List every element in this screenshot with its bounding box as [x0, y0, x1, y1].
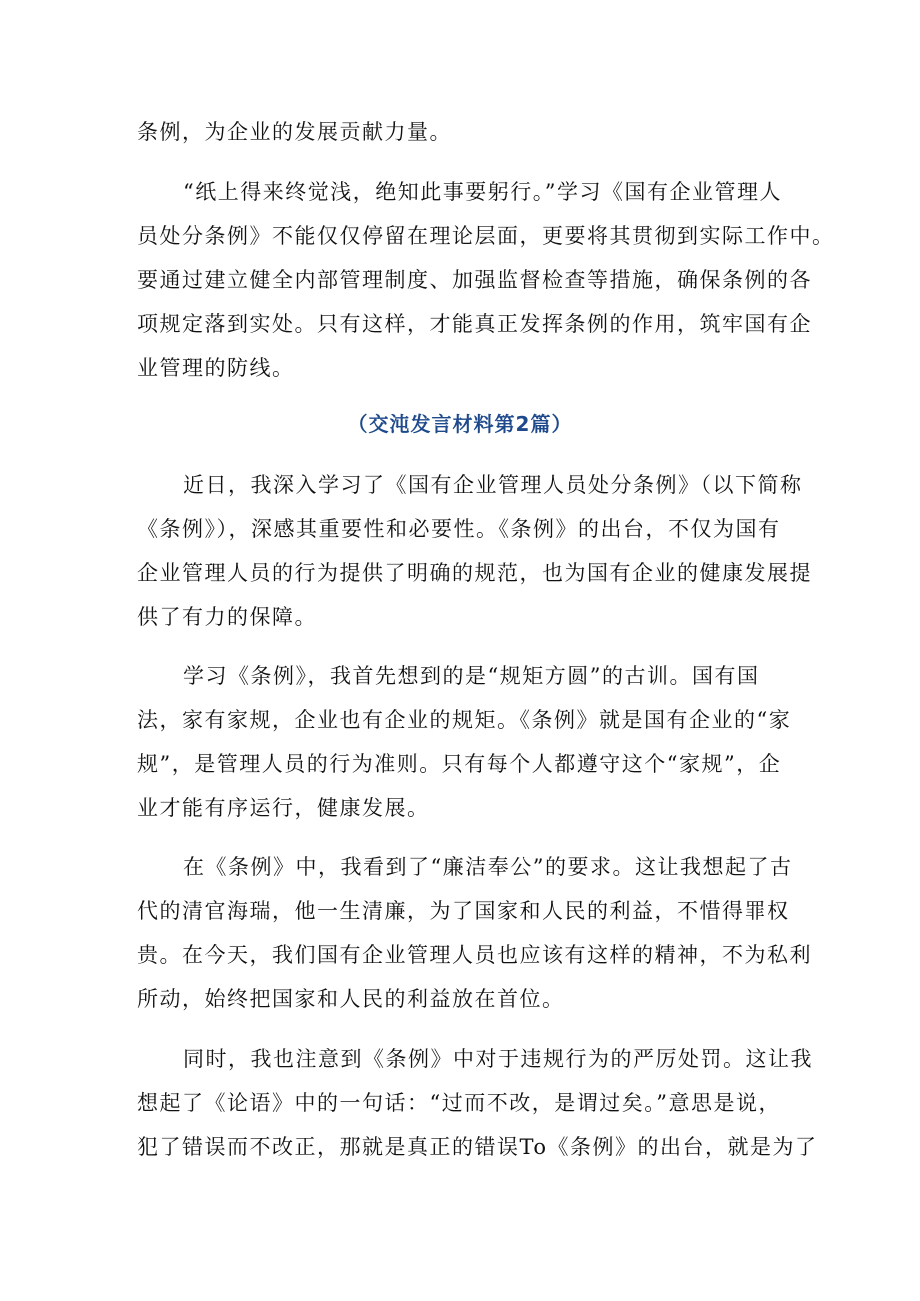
paragraph-line: 学习《条例》，我首先想到的是“规矩方圆”的古训。国有国 [183, 664, 760, 688]
paragraph-line: 要通过建立健全内部管理制度、加强监督检查等措施，确保条例的各 [137, 268, 812, 292]
paragraph-line: 想起了《论语》中的一句话：“过而不改，是谓过矣。”意思是说， [137, 1091, 781, 1115]
paragraph-line: 供了有力的保障。 [137, 605, 317, 629]
paragraph-line: 业管理的防线。 [137, 356, 295, 380]
section-heading: （交沌发言材料第2篇） [347, 412, 573, 436]
paragraph-line: 规”，是管理人员的行为准则。只有每个人都遵守这个“家规”，企 [137, 752, 782, 776]
paragraph-line: 条例，为企业的发展贡献力量。 [137, 120, 452, 144]
paragraph-line: 企业管理人员的行为提供了明确的规范，也为国有企业的健康发展提 [137, 561, 812, 585]
paragraph-line: “纸上得来终觉浅，绝知此事要躬行。”学习《国有企业管理人 [183, 180, 782, 204]
paragraph-line: 《条例》），深感其重要性和必要性。《条例》的出台，不仅为国有 [137, 517, 781, 541]
paragraph-line: 近日，我深入学习了《国有企业管理人员处分条例》（以下简称 [183, 473, 803, 497]
paragraph-line: 犯了错误而不改正，那就是真正的错误To《条例》的出台，就是为了 [137, 1135, 818, 1159]
paragraph-line: 在《条例》中，我看到了“廉洁奉公”的要求。这让我想起了古 [183, 855, 793, 879]
paragraph-line: 贵。在今天，我们国有企业管理人员也应该有这样的精神，不为私利 [137, 943, 812, 967]
paragraph-line: 员处分条例》不能仅仅停留在理论层面，更要将其贯彻到实际工作中。 [137, 224, 835, 248]
paragraph-line: 业才能有序运行，健康发展。 [137, 796, 430, 820]
paragraph-line: 代的清官海瑞，他一生清廉，为了国家和人民的利益，不惜得罪权 [137, 899, 790, 923]
paragraph-line: 项规定落到实处。只有这样，才能真正发挥条例的作用，筑牢国有企 [137, 312, 812, 336]
paragraph-line: 所动，始终把国家和人民的利益放在首位。 [137, 987, 565, 1011]
paragraph-line: 同时，我也注意到《条例》中对于违规行为的严厉处罚。这让我 [183, 1047, 813, 1071]
paragraph-line: 法，家有家规，企业也有企业的规矩。《条例》就是国有企业的“家 [137, 708, 792, 732]
